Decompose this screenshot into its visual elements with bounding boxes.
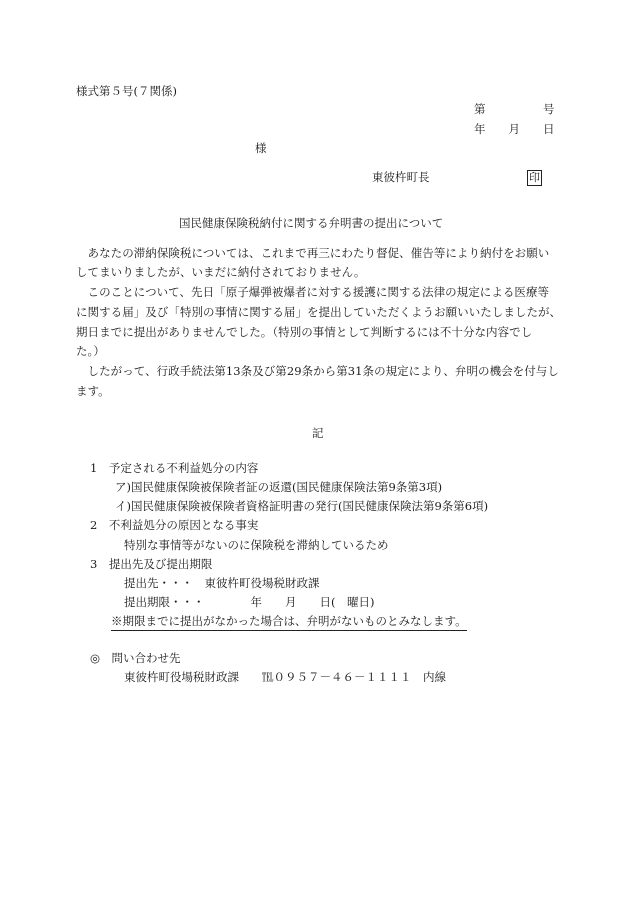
item1-sub-b: イ)国民健康保険被保険者資格証明書の発行(国民健康保険法第9条第6項) xyxy=(115,499,489,513)
body-line-4: に関する届」及び「特別の事情に関する届」を提出していただくようお願いいたしましたが、 xyxy=(76,305,562,319)
body-line-8: ます。 xyxy=(76,384,110,398)
item1-heading: 1 予定される不利益処分の内容 xyxy=(90,461,259,475)
item3-heading: 3 提出先及び提出期限 xyxy=(90,557,213,571)
body-line-3: このことについて、先日「原子爆弾被爆者に対する援護に関する法律の規定による医療等 xyxy=(76,285,550,299)
form-number: 様式第５号(７関係) xyxy=(76,84,177,98)
deadline-note xyxy=(111,616,467,628)
submission-destination: 提出先・・・ 東彼杵町役場税財政課 xyxy=(124,576,320,590)
body-line-6: た。） xyxy=(76,344,105,358)
body-line-2: してまいりましたが、いまだに納付されておりません。 xyxy=(76,265,366,279)
body-line-1: あなたの滞納保険税については、これまで再三にわたり督促、催告等により納付をお願い xyxy=(76,246,550,260)
item1-sub-a: ア)国民健康保険被保険者証の返還(国民健康保険法第9条第3項) xyxy=(115,480,443,494)
seal-text: 印 xyxy=(529,171,540,184)
seal-mark xyxy=(527,170,542,186)
item2-heading: 2 不利益処分の原因となる事実 xyxy=(90,518,259,532)
sender-name: 東彼杵町長 xyxy=(372,170,430,184)
deadline-note-text: ※期限までに提出がなかった場合は、弁明がないものとみなします。 xyxy=(111,614,467,631)
item2-detail: 特別な事情等がないのに保険税を滞納しているため xyxy=(124,538,389,552)
ki-heading: 記 xyxy=(312,426,324,440)
body-line-5: 期日までに提出がありませんでした。（特別の事情として判断するには不十分な内容でし xyxy=(76,325,533,339)
document-number: 第 号 xyxy=(474,102,555,116)
addressee-suffix: 様 xyxy=(255,141,267,155)
document-date: 年 月 日 xyxy=(474,122,555,136)
submission-deadline: 提出期限・・・ 年 月 日( 曜日) xyxy=(124,595,375,609)
contact-detail: 東彼杵町役場税財政課 ℡０９５７－４６－１１１１ 内線 xyxy=(124,670,446,684)
body-line-7: したがって、行政手続法第13条及び第29条から第31条の規定により、弁明の機会を付与し xyxy=(76,364,559,378)
contact-heading: ◎ 問い合わせ先 xyxy=(90,651,181,665)
document-title: 国民健康保険税納付に関する弁明書の提出について xyxy=(179,216,444,230)
